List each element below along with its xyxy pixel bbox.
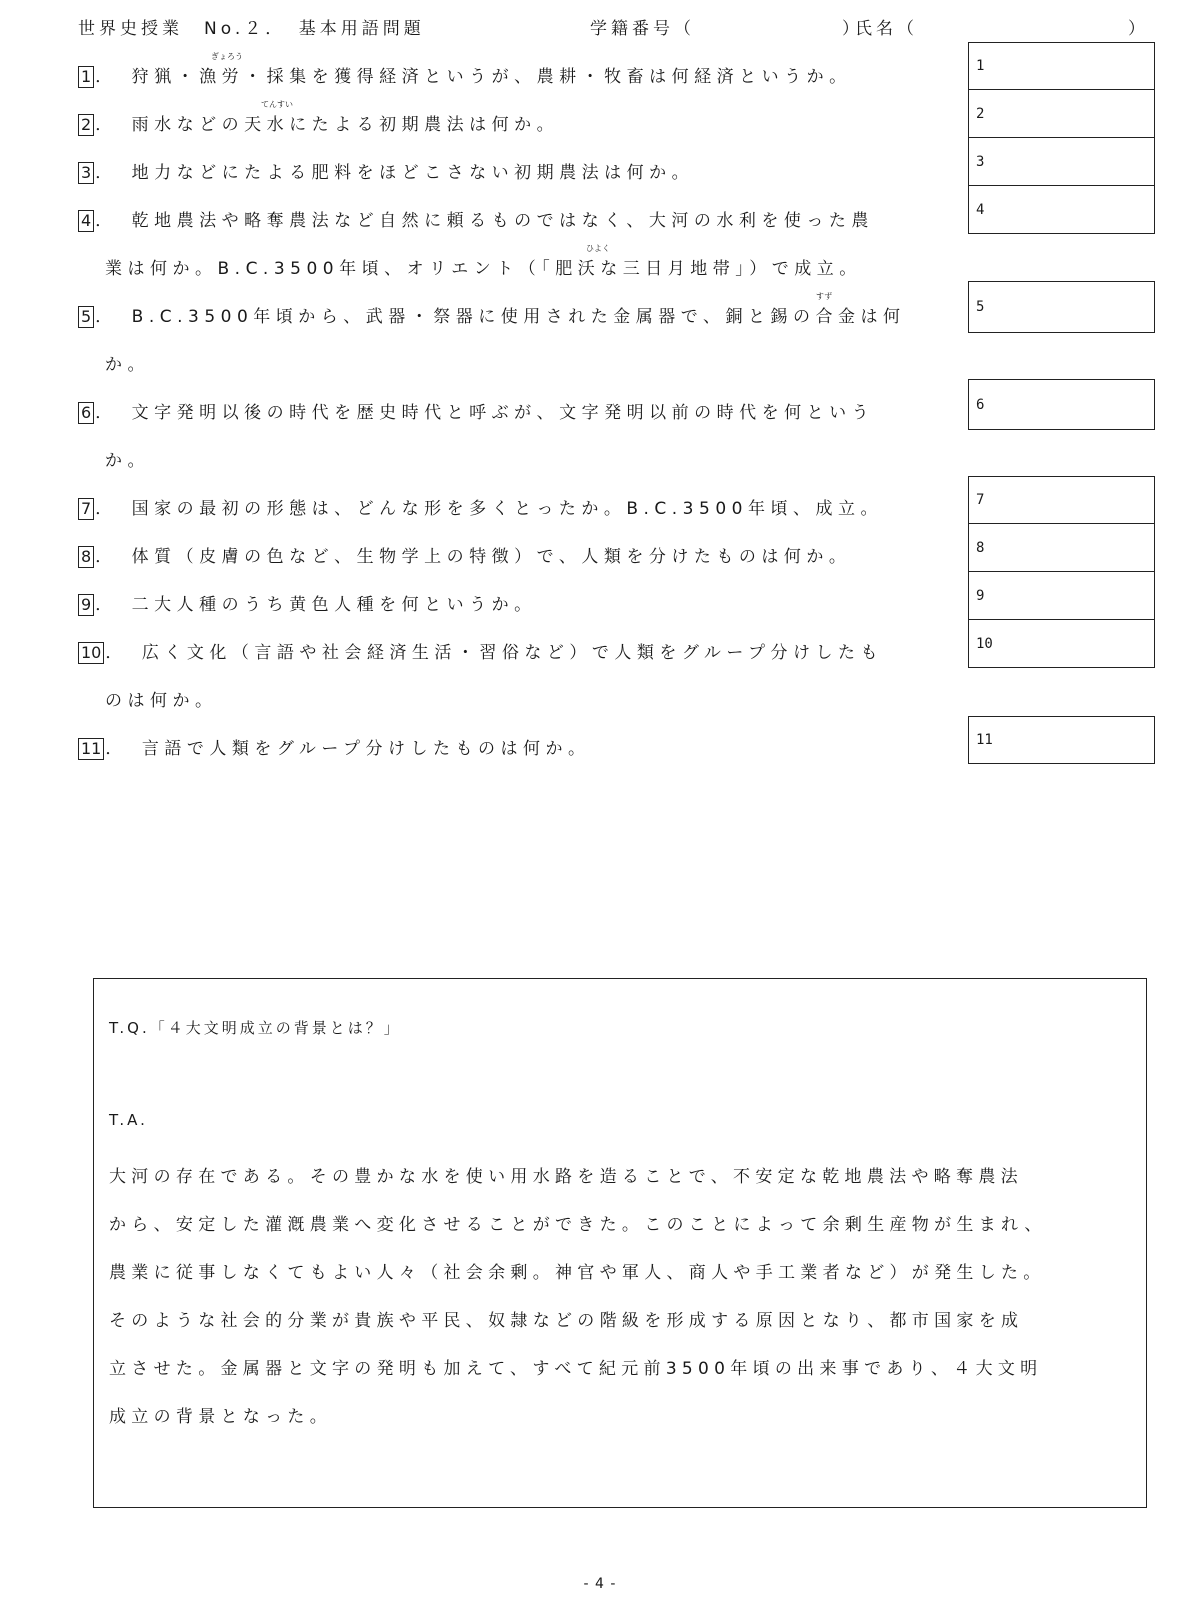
- answer-box-number: 8: [976, 539, 985, 556]
- answer-box-number: 2: [976, 105, 985, 122]
- question-4-continued: 業は何か。B.C.3500年頃、オリエント（「肥沃な三日月地帯」）で成立。: [105, 259, 862, 279]
- ruby-annotation: すず: [816, 292, 833, 301]
- question-text: ． 体質（皮膚の色など、生物学上の特徴）で、人類を分けたものは何か。: [95, 547, 852, 567]
- question-number: 7: [78, 498, 94, 520]
- question-9: [78, 590, 537, 616]
- answer-box-10[interactable]: [968, 620, 1155, 668]
- answer-box-number: 3: [976, 153, 985, 170]
- ta-answer-line: 大河の存在である。その豊かな水を使い用水路を造ることで、不安定な乾地農法や略奪農法: [109, 1167, 1023, 1187]
- answer-box-3[interactable]: [968, 138, 1155, 186]
- ruby-annotation: ぎょろう: [211, 52, 243, 61]
- question-7: [78, 494, 883, 520]
- question-4: [78, 206, 874, 232]
- ta-answer-line: 成立の背景となった。: [109, 1407, 332, 1427]
- question-number: 2: [78, 114, 94, 136]
- question-text: ． 乾地農法や略奪農法など自然に頼るものではなく、大河の水利を使った農: [95, 211, 874, 231]
- answer-box-4[interactable]: [968, 186, 1155, 234]
- question-11: [78, 734, 591, 760]
- page-number: - 4 -: [583, 1576, 617, 1592]
- answer-box-2[interactable]: [968, 90, 1155, 138]
- question-5-continued: か。: [105, 355, 150, 375]
- question-number: 3: [78, 162, 94, 184]
- tq-answer-box: [93, 978, 1147, 1508]
- question-3: [78, 158, 694, 184]
- ta-answer-line: そのような社会的分業が貴族や平民、奴隷などの階級を形成する原因となり、都市国家を成: [109, 1311, 1024, 1331]
- question-number: 4: [78, 210, 94, 232]
- question-number: 6: [78, 402, 94, 424]
- question-1: [78, 62, 852, 88]
- question-number: 11: [78, 738, 104, 760]
- answer-box-number: 1: [976, 58, 985, 74]
- answer-box-6[interactable]: [968, 379, 1155, 430]
- student-id-field[interactable]: 学籍番号（ ）: [590, 19, 863, 39]
- question-10: [78, 638, 883, 664]
- ta-label: T.A.: [109, 1111, 148, 1129]
- ta-answer-line: 農業に従事しなくてもよい人々（社会余剰。神官や軍人、商人や手工業者など）が発生した。: [109, 1263, 1046, 1283]
- answer-box-11[interactable]: [968, 716, 1155, 764]
- answer-box-number: 5: [976, 299, 985, 315]
- ruby-annotation: てんすい: [261, 100, 293, 109]
- question-number: 10: [78, 642, 104, 664]
- answer-box-9[interactable]: [968, 572, 1155, 620]
- question-10-continued: のは何か。: [105, 691, 218, 711]
- question-8: [78, 542, 851, 568]
- question-text: ． 言語で人類をグループ分けしたものは何か。: [105, 739, 591, 759]
- question-number: 5: [78, 306, 94, 328]
- ta-answer-line: から、安定した灌漑農業へ変化させることができた。このことによって余剰生産物が生まれ、: [109, 1215, 1047, 1235]
- question-text: ． 国家の最初の形態は、どんな形を多くとったか。B.C.3500年頃、成立。: [95, 499, 883, 519]
- question-text: ． 地力などにたよる肥料をほどこさない初期農法は何か。: [95, 163, 695, 183]
- question-text: ． 二大人種のうち黄色人種を何というか。: [95, 595, 537, 615]
- ruby-annotation: ひよく: [586, 244, 610, 253]
- answer-box-number: 10: [976, 635, 993, 652]
- question-text: ． 狩猟・漁労・採集を獲得経済というが、農耕・牧畜は何経済というか。: [95, 67, 852, 87]
- question-number: 1: [78, 66, 94, 88]
- answer-box-8[interactable]: [968, 524, 1155, 572]
- answer-box-1[interactable]: [968, 42, 1155, 90]
- question-text: ． 文字発明以後の時代を歴史時代と呼ぶが、文字発明以前の時代を何という: [95, 403, 875, 423]
- answer-box-7[interactable]: [968, 476, 1155, 524]
- answer-box-number: 9: [976, 587, 985, 604]
- question-text: ． B.C.3500年頃から、武器・祭器に使用された金属器で、銅と錫の合金は何: [95, 307, 906, 327]
- answer-box-number: 6: [976, 396, 985, 413]
- answer-box-number: 4: [976, 201, 985, 218]
- answer-box-number: 7: [976, 492, 985, 508]
- question-2: [78, 110, 559, 136]
- question-number: 8: [78, 546, 94, 568]
- ta-answer-line: 立させた。金属器と文字の発明も加えて、すべて紀元前3500年頃の出来事であり、４大文明: [109, 1359, 1043, 1379]
- answer-box-number: 11: [976, 732, 993, 748]
- question-6: [78, 398, 874, 424]
- name-field[interactable]: 氏名（ ）: [855, 19, 1149, 39]
- question-text: ． 雨水などの天水にたよる初期農法は何か。: [95, 115, 560, 135]
- question-text: ． 広く文化（言語や社会経済生活・習俗など）で人類をグループ分けしたも: [105, 643, 883, 663]
- question-6-continued: か。: [105, 451, 150, 471]
- answer-box-5[interactable]: [968, 281, 1155, 333]
- tq-question: T.Q.「４大文明成立の背景とは？」: [109, 1019, 402, 1037]
- worksheet-title: 世界史授業 No.２． 基本用語問題: [78, 19, 425, 39]
- question-number: 9: [78, 594, 94, 616]
- question-5: [78, 302, 905, 328]
